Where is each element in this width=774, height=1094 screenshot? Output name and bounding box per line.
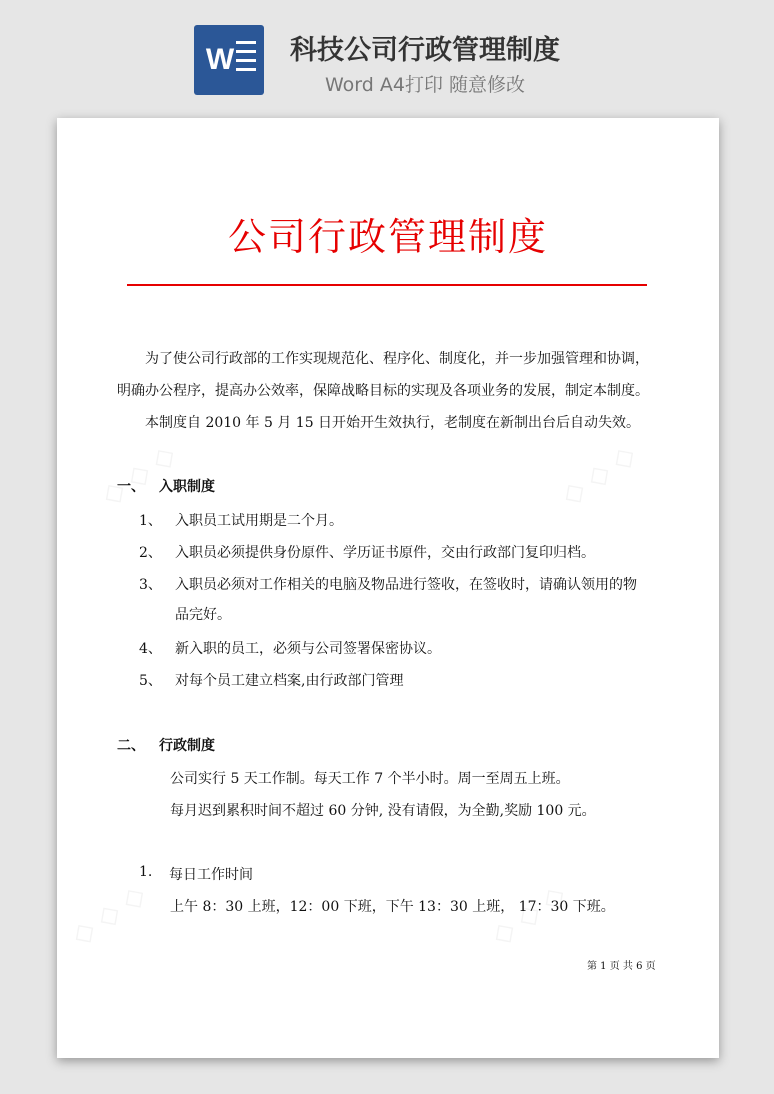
section-number: 一、	[117, 479, 145, 495]
list-item-number: 5、	[139, 673, 162, 689]
list-item: 对每个员工建立档案,由行政部门管理	[175, 673, 404, 689]
section-number: 二、	[117, 738, 145, 754]
header-title: 科技公司行政管理制度	[290, 35, 560, 66]
intro-paragraph-line: 本制度自 2010 年 5 月 15 日开始开生效执行，老制度在新制出台后自动失效。	[145, 415, 641, 431]
list-item: 入职员必须提供身份原件、学历证书原件，交由行政部门复印归档。	[175, 545, 595, 561]
word-icon-letter: W	[205, 43, 235, 76]
document-page	[57, 118, 719, 1058]
list-item-number: 1、	[139, 513, 162, 529]
list-item-number: 3、	[139, 577, 162, 593]
page-number: 第 1 页 共 6 页	[587, 961, 656, 972]
word-icon-lines	[236, 41, 256, 81]
list-item-continuation: 品完好。	[175, 607, 231, 623]
watermark	[95, 437, 181, 511]
header	[0, 0, 774, 110]
document-title: 公司行政管理制度	[227, 215, 548, 259]
watermark	[555, 437, 641, 511]
subsection-heading: 每日工作时间	[169, 867, 253, 883]
paragraph-line: 每月迟到累积时间不超过 60 分钟, 没有请假，为全勤,奖励 100 元。	[170, 803, 596, 819]
list-item: 新入职的员工，必须与公司签署保密协议。	[175, 641, 441, 657]
intro-paragraph-line: 明确办公程序，提高办公效率，保障战略目标的实现及各项业务的发展，制定本制度。	[117, 383, 649, 399]
paragraph-line: 公司实行 5 天工作制。每天工作 7 个半小时。周一至周五上班。	[170, 771, 570, 787]
paragraph-line: 上午 8：30 上班，12：00 下班，下午 13：30 上班， 17：30 下班。	[170, 899, 615, 915]
watermark	[65, 877, 151, 951]
list-item: 入职员必须对工作相关的电脑及物品进行签收，在签收时，请确认领用的物	[175, 577, 637, 593]
header-subtitle: Word A4打印 随意修改	[325, 74, 526, 96]
list-item-number: 4、	[139, 641, 162, 657]
subsection-number: 1.	[139, 864, 153, 880]
section-heading: 入职制度	[159, 479, 215, 495]
list-item-number: 2、	[139, 545, 162, 561]
word-document-icon	[194, 25, 264, 95]
section-heading: 行政制度	[159, 738, 215, 754]
intro-paragraph-line: 为了使公司行政部的工作实现规范化、程序化、制度化，并一步加强管理和协调，	[145, 351, 649, 367]
title-divider	[127, 284, 647, 286]
list-item: 入职员工试用期是二个月。	[175, 513, 343, 529]
